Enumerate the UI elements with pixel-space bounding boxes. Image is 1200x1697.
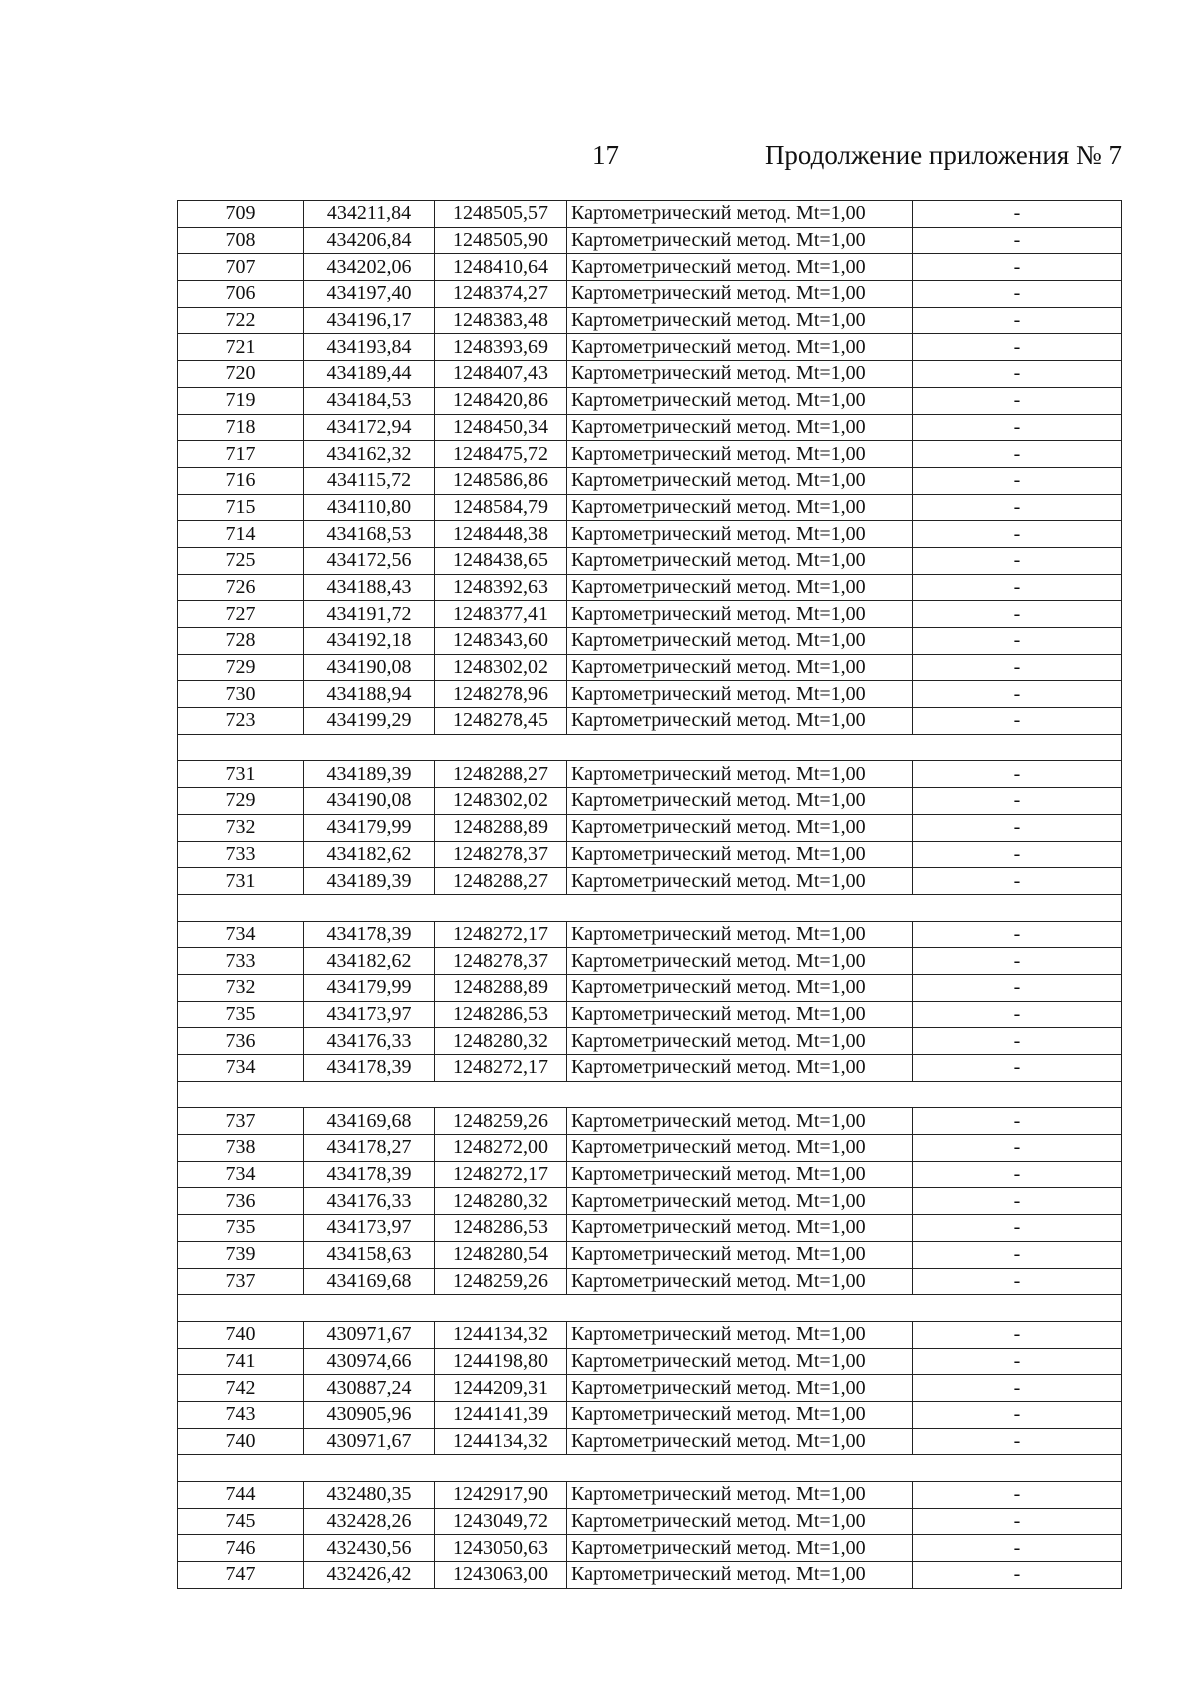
table-row [178,628,1122,655]
point-number-cell: 733 [178,841,304,868]
note-cell: - [913,281,1122,308]
method-cell: Картометрический метод. Mt=1,00 [567,1188,913,1215]
x-coordinate-cell: 434110,80 [304,494,435,521]
table-row [178,948,1122,975]
note-cell: - [913,334,1122,361]
note-cell: - [913,681,1122,708]
x-coordinate-cell: 434172,94 [304,414,435,441]
note-cell: - [913,1401,1122,1428]
point-number-cell: 729 [178,788,304,815]
method-cell: Картометрический метод. Mt=1,00 [567,1535,913,1562]
x-coordinate-cell: 434169,68 [304,1108,435,1135]
x-coordinate-cell: 432428,26 [304,1508,435,1535]
note-cell: - [913,414,1122,441]
method-cell: Картометрический метод. Mt=1,00 [567,281,913,308]
coordinates-table-body [178,201,1122,1589]
y-coordinate-cell: 1248280,32 [435,1188,567,1215]
x-coordinate-cell: 434190,08 [304,788,435,815]
table-row [178,1375,1122,1402]
y-coordinate-cell: 1248286,53 [435,1001,567,1028]
note-cell: - [913,921,1122,948]
x-coordinate-cell: 434168,53 [304,521,435,548]
group-separator-cell [178,1455,1122,1482]
group-separator-row [178,1455,1122,1482]
point-number-cell: 733 [178,948,304,975]
note-cell: - [913,467,1122,494]
table-row [178,1108,1122,1135]
table-row [178,841,1122,868]
method-cell: Картометрический метод. Mt=1,00 [567,334,913,361]
y-coordinate-cell: 1248272,17 [435,1055,567,1082]
point-number-cell: 716 [178,467,304,494]
note-cell: - [913,441,1122,468]
y-coordinate-cell: 1248374,27 [435,281,567,308]
note-cell: - [913,494,1122,521]
method-cell: Картометрический метод. Mt=1,00 [567,601,913,628]
table-row [178,201,1122,228]
point-number-cell: 746 [178,1535,304,1562]
method-cell: Картометрический метод. Mt=1,00 [567,1055,913,1082]
method-cell: Картометрический метод. Mt=1,00 [567,1001,913,1028]
x-coordinate-cell: 434176,33 [304,1028,435,1055]
method-cell: Картометрический метод. Mt=1,00 [567,494,913,521]
note-cell: - [913,1028,1122,1055]
x-coordinate-cell: 434158,63 [304,1241,435,1268]
group-separator-row [178,894,1122,921]
x-coordinate-cell: 434189,44 [304,361,435,388]
note-cell: - [913,1508,1122,1535]
table-row [178,1428,1122,1455]
x-coordinate-cell: 434178,39 [304,921,435,948]
y-coordinate-cell: 1248420,86 [435,387,567,414]
y-coordinate-cell: 1243050,63 [435,1535,567,1562]
method-cell: Картометрический метод. Mt=1,00 [567,1135,913,1162]
method-cell: Картометрический метод. Mt=1,00 [567,814,913,841]
y-coordinate-cell: 1248280,54 [435,1241,567,1268]
table-row [178,654,1122,681]
note-cell: - [913,1562,1122,1589]
group-separator-row [178,734,1122,761]
note-cell: - [913,1535,1122,1562]
method-cell: Картометрический метод. Mt=1,00 [567,1321,913,1348]
x-coordinate-cell: 434115,72 [304,467,435,494]
table-row [178,1188,1122,1215]
note-cell: - [913,654,1122,681]
note-cell: - [913,1001,1122,1028]
table-row [178,974,1122,1001]
y-coordinate-cell: 1244209,31 [435,1375,567,1402]
method-cell: Картометрический метод. Mt=1,00 [567,1348,913,1375]
method-cell: Картометрический метод. Mt=1,00 [567,361,913,388]
method-cell: Картометрический метод. Mt=1,00 [567,841,913,868]
table-row [178,1028,1122,1055]
method-cell: Картометрический метод. Mt=1,00 [567,921,913,948]
group-separator-cell [178,1081,1122,1108]
table-row [178,1321,1122,1348]
note-cell: - [913,948,1122,975]
method-cell: Картометрический метод. Mt=1,00 [567,1028,913,1055]
method-cell: Картометрический метод. Mt=1,00 [567,1108,913,1135]
y-coordinate-cell: 1248407,43 [435,361,567,388]
table-row [178,868,1122,895]
method-cell: Картометрический метод. Mt=1,00 [567,1161,913,1188]
method-cell: Картометрический метод. Mt=1,00 [567,1268,913,1295]
note-cell: - [913,601,1122,628]
y-coordinate-cell: 1244198,80 [435,1348,567,1375]
y-coordinate-cell: 1248377,41 [435,601,567,628]
note-cell: - [913,387,1122,414]
table-row [178,1348,1122,1375]
table-row [178,1001,1122,1028]
note-cell: - [913,1321,1122,1348]
point-number-cell: 734 [178,1055,304,1082]
point-number-cell: 725 [178,547,304,574]
method-cell: Картометрический метод. Mt=1,00 [567,1401,913,1428]
x-coordinate-cell: 434199,29 [304,708,435,735]
note-cell: - [913,974,1122,1001]
method-cell: Картометрический метод. Mt=1,00 [567,974,913,1001]
y-coordinate-cell: 1248383,48 [435,307,567,334]
point-number-cell: 736 [178,1028,304,1055]
y-coordinate-cell: 1244134,32 [435,1321,567,1348]
point-number-cell: 740 [178,1321,304,1348]
y-coordinate-cell: 1248392,63 [435,574,567,601]
table-row [178,334,1122,361]
point-number-cell: 717 [178,441,304,468]
x-coordinate-cell: 434173,97 [304,1215,435,1242]
note-cell: - [913,1108,1122,1135]
y-coordinate-cell: 1244141,39 [435,1401,567,1428]
note-cell: - [913,201,1122,228]
x-coordinate-cell: 430905,96 [304,1401,435,1428]
y-coordinate-cell: 1248505,90 [435,227,567,254]
note-cell: - [913,1135,1122,1162]
method-cell: Картометрический метод. Mt=1,00 [567,467,913,494]
y-coordinate-cell: 1248475,72 [435,441,567,468]
y-coordinate-cell: 1248288,89 [435,814,567,841]
point-number-cell: 726 [178,574,304,601]
y-coordinate-cell: 1248302,02 [435,654,567,681]
x-coordinate-cell: 434191,72 [304,601,435,628]
table-row [178,281,1122,308]
note-cell: - [913,307,1122,334]
method-cell: Картометрический метод. Mt=1,00 [567,414,913,441]
table-row [178,521,1122,548]
point-number-cell: 734 [178,921,304,948]
table-row [178,761,1122,788]
x-coordinate-cell: 434189,39 [304,868,435,895]
note-cell: - [913,628,1122,655]
point-number-cell: 732 [178,814,304,841]
note-cell: - [913,1375,1122,1402]
table-row [178,387,1122,414]
table-row [178,441,1122,468]
x-coordinate-cell: 432430,56 [304,1535,435,1562]
point-number-cell: 718 [178,414,304,441]
note-cell: - [913,814,1122,841]
table-row [178,788,1122,815]
point-number-cell: 709 [178,201,304,228]
y-coordinate-cell: 1248278,37 [435,948,567,975]
y-coordinate-cell: 1243049,72 [435,1508,567,1535]
note-cell: - [913,547,1122,574]
table-row [178,1268,1122,1295]
note-cell: - [913,788,1122,815]
y-coordinate-cell: 1248410,64 [435,254,567,281]
table-row [178,1401,1122,1428]
note-cell: - [913,868,1122,895]
point-number-cell: 742 [178,1375,304,1402]
point-number-cell: 735 [178,1215,304,1242]
method-cell: Картометрический метод. Mt=1,00 [567,387,913,414]
y-coordinate-cell: 1248286,53 [435,1215,567,1242]
note-cell: - [913,254,1122,281]
note-cell: - [913,1055,1122,1082]
y-coordinate-cell: 1248343,60 [435,628,567,655]
point-number-cell: 714 [178,521,304,548]
table-row [178,547,1122,574]
point-number-cell: 708 [178,227,304,254]
group-separator-cell [178,734,1122,761]
point-number-cell: 734 [178,1161,304,1188]
y-coordinate-cell: 1248278,96 [435,681,567,708]
note-cell: - [913,841,1122,868]
x-coordinate-cell: 434176,33 [304,1188,435,1215]
point-number-cell: 745 [178,1508,304,1535]
y-coordinate-cell: 1248584,79 [435,494,567,521]
point-number-cell: 732 [178,974,304,1001]
point-number-cell: 707 [178,254,304,281]
method-cell: Картометрический метод. Mt=1,00 [567,788,913,815]
method-cell: Картометрический метод. Mt=1,00 [567,1562,913,1589]
x-coordinate-cell: 430887,24 [304,1375,435,1402]
y-coordinate-cell: 1248586,86 [435,467,567,494]
note-cell: - [913,361,1122,388]
point-number-cell: 729 [178,654,304,681]
x-coordinate-cell: 434178,39 [304,1161,435,1188]
x-coordinate-cell: 434172,56 [304,547,435,574]
y-coordinate-cell: 1248438,65 [435,547,567,574]
x-coordinate-cell: 432480,35 [304,1482,435,1509]
point-number-cell: 730 [178,681,304,708]
y-coordinate-cell: 1242917,90 [435,1482,567,1509]
y-coordinate-cell: 1248272,17 [435,1161,567,1188]
table-row [178,414,1122,441]
method-cell: Картометрический метод. Mt=1,00 [567,868,913,895]
point-number-cell: 738 [178,1135,304,1162]
table-row [178,574,1122,601]
method-cell: Картометрический метод. Mt=1,00 [567,547,913,574]
method-cell: Картометрический метод. Mt=1,00 [567,1428,913,1455]
note-cell: - [913,1428,1122,1455]
table-row [178,601,1122,628]
y-coordinate-cell: 1248272,00 [435,1135,567,1162]
y-coordinate-cell: 1243063,00 [435,1562,567,1589]
table-row [178,467,1122,494]
table-row [178,708,1122,735]
method-cell: Картометрический метод. Mt=1,00 [567,708,913,735]
x-coordinate-cell: 434211,84 [304,201,435,228]
method-cell: Картометрический метод. Mt=1,00 [567,948,913,975]
table-row [178,921,1122,948]
table-row [178,1135,1122,1162]
method-cell: Картометрический метод. Mt=1,00 [567,441,913,468]
point-number-cell: 731 [178,761,304,788]
y-coordinate-cell: 1248259,26 [435,1108,567,1135]
point-number-cell: 737 [178,1108,304,1135]
table-row [178,1562,1122,1589]
x-coordinate-cell: 434206,84 [304,227,435,254]
y-coordinate-cell: 1244134,32 [435,1428,567,1455]
x-coordinate-cell: 430971,67 [304,1321,435,1348]
method-cell: Картометрический метод. Mt=1,00 [567,654,913,681]
x-coordinate-cell: 434182,62 [304,948,435,975]
method-cell: Картометрический метод. Mt=1,00 [567,227,913,254]
note-cell: - [913,1348,1122,1375]
note-cell: - [913,1188,1122,1215]
y-coordinate-cell: 1248259,26 [435,1268,567,1295]
y-coordinate-cell: 1248505,57 [435,201,567,228]
y-coordinate-cell: 1248393,69 [435,334,567,361]
table-row [178,494,1122,521]
y-coordinate-cell: 1248448,38 [435,521,567,548]
point-number-cell: 728 [178,628,304,655]
x-coordinate-cell: 430974,66 [304,1348,435,1375]
x-coordinate-cell: 434190,08 [304,654,435,681]
point-number-cell: 740 [178,1428,304,1455]
point-number-cell: 737 [178,1268,304,1295]
x-coordinate-cell: 434179,99 [304,814,435,841]
method-cell: Картометрический метод. Mt=1,00 [567,761,913,788]
table-row [178,307,1122,334]
y-coordinate-cell: 1248450,34 [435,414,567,441]
point-number-cell: 744 [178,1482,304,1509]
method-cell: Картометрический метод. Mt=1,00 [567,1508,913,1535]
y-coordinate-cell: 1248288,27 [435,761,567,788]
x-coordinate-cell: 430971,67 [304,1428,435,1455]
note-cell: - [913,1268,1122,1295]
note-cell: - [913,227,1122,254]
point-number-cell: 739 [178,1241,304,1268]
appendix-continuation-title: Продолжение приложения № 7 [764,140,1122,170]
note-cell: - [913,1482,1122,1509]
method-cell: Картометрический метод. Mt=1,00 [567,1482,913,1509]
method-cell: Картометрический метод. Mt=1,00 [567,201,913,228]
y-coordinate-cell: 1248288,27 [435,868,567,895]
x-coordinate-cell: 434188,43 [304,574,435,601]
group-separator-cell [178,894,1122,921]
note-cell: - [913,761,1122,788]
y-coordinate-cell: 1248272,17 [435,921,567,948]
x-coordinate-cell: 434197,40 [304,281,435,308]
point-number-cell: 721 [178,334,304,361]
y-coordinate-cell: 1248278,45 [435,708,567,735]
table-row [178,361,1122,388]
x-coordinate-cell: 432426,42 [304,1562,435,1589]
page-number: 17 [592,140,619,170]
x-coordinate-cell: 434188,94 [304,681,435,708]
method-cell: Картометрический метод. Mt=1,00 [567,574,913,601]
group-separator-row [178,1295,1122,1322]
point-number-cell: 736 [178,1188,304,1215]
point-number-cell: 706 [178,281,304,308]
point-number-cell: 727 [178,601,304,628]
table-row [178,1215,1122,1242]
x-coordinate-cell: 434202,06 [304,254,435,281]
coordinates-table [177,200,1122,1589]
group-separator-row [178,1081,1122,1108]
point-number-cell: 731 [178,868,304,895]
table-row [178,1055,1122,1082]
note-cell: - [913,574,1122,601]
x-coordinate-cell: 434162,32 [304,441,435,468]
y-coordinate-cell: 1248278,37 [435,841,567,868]
y-coordinate-cell: 1248288,89 [435,974,567,1001]
table-row [178,1482,1122,1509]
x-coordinate-cell: 434169,68 [304,1268,435,1295]
method-cell: Картометрический метод. Mt=1,00 [567,1241,913,1268]
method-cell: Картометрический метод. Mt=1,00 [567,307,913,334]
point-number-cell: 741 [178,1348,304,1375]
x-coordinate-cell: 434178,39 [304,1055,435,1082]
point-number-cell: 722 [178,307,304,334]
table-row [178,254,1122,281]
x-coordinate-cell: 434189,39 [304,761,435,788]
x-coordinate-cell: 434184,53 [304,387,435,414]
x-coordinate-cell: 434182,62 [304,841,435,868]
x-coordinate-cell: 434192,18 [304,628,435,655]
note-cell: - [913,1161,1122,1188]
point-number-cell: 719 [178,387,304,414]
note-cell: - [913,1215,1122,1242]
x-coordinate-cell: 434193,84 [304,334,435,361]
point-number-cell: 715 [178,494,304,521]
table-row [178,227,1122,254]
x-coordinate-cell: 434196,17 [304,307,435,334]
point-number-cell: 747 [178,1562,304,1589]
table-row [178,1161,1122,1188]
group-separator-cell [178,1295,1122,1322]
note-cell: - [913,1241,1122,1268]
method-cell: Картометрический метод. Mt=1,00 [567,628,913,655]
table-row [178,1508,1122,1535]
x-coordinate-cell: 434173,97 [304,1001,435,1028]
note-cell: - [913,521,1122,548]
point-number-cell: 720 [178,361,304,388]
method-cell: Картометрический метод. Mt=1,00 [567,1215,913,1242]
method-cell: Картометрический метод. Mt=1,00 [567,1375,913,1402]
method-cell: Картометрический метод. Mt=1,00 [567,681,913,708]
point-number-cell: 743 [178,1401,304,1428]
table-row [178,814,1122,841]
y-coordinate-cell: 1248280,32 [435,1028,567,1055]
x-coordinate-cell: 434178,27 [304,1135,435,1162]
x-coordinate-cell: 434179,99 [304,974,435,1001]
table-row [178,681,1122,708]
y-coordinate-cell: 1248302,02 [435,788,567,815]
table-row [178,1535,1122,1562]
table-row [178,1241,1122,1268]
method-cell: Картометрический метод. Mt=1,00 [567,254,913,281]
point-number-cell: 723 [178,708,304,735]
note-cell: - [913,708,1122,735]
point-number-cell: 735 [178,1001,304,1028]
method-cell: Картометрический метод. Mt=1,00 [567,521,913,548]
